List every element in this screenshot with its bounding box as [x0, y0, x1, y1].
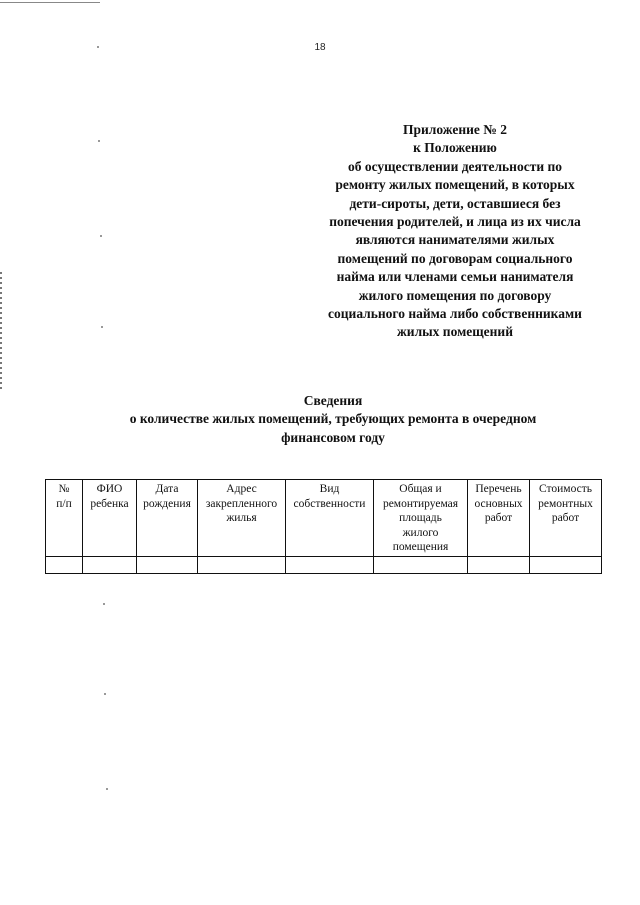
table-cell[interactable]	[374, 556, 468, 573]
header-number: № п/п	[46, 480, 83, 557]
info-heading	[0, 392, 640, 447]
header-area: Общая и ремонтируемая площадь жилого помещения	[374, 480, 468, 557]
appendix-line: жилого помещения по договору	[358, 287, 552, 303]
info-subtitle-line: финансовом году	[281, 429, 385, 445]
table-cell[interactable]	[46, 556, 83, 573]
header-child-name: ФИО ребенка	[83, 480, 137, 557]
appendix-line: об осуществлении деятельности по	[347, 158, 563, 174]
info-title: Сведения	[303, 393, 363, 408]
appendix-line: к Положению	[413, 140, 497, 156]
appendix-line: найма или членами семьи нанимателя	[336, 269, 574, 285]
appendix-line: попечения родителей, и лица из их числа	[329, 214, 581, 230]
scan-speck	[104, 693, 106, 695]
appendix-block	[292, 121, 618, 342]
appendix-line: являются нанимателями жилых	[355, 232, 555, 248]
appendix-line: социального найма либо собственниками	[328, 306, 582, 322]
table-header-row	[46, 480, 602, 557]
page-number: 18	[314, 42, 326, 53]
header-works-cost: Стоимость ремонтных работ	[530, 480, 602, 557]
table-cell[interactable]	[286, 556, 374, 573]
table-cell[interactable]	[198, 556, 286, 573]
scan-speck	[98, 140, 100, 142]
appendix-line: дети-сироты, дети, оставшиеся без	[349, 195, 561, 211]
table-cell[interactable]	[468, 556, 530, 573]
scan-artifact-line	[0, 2, 100, 3]
header-birth-date: Дата рождения	[137, 480, 198, 557]
scan-speck	[106, 788, 108, 790]
table-cell[interactable]	[137, 556, 198, 573]
scan-speck	[101, 326, 103, 328]
table-row	[46, 556, 602, 573]
info-subtitle-line: о количестве жилых помещений, требующих ремонта в очередном	[129, 411, 537, 427]
appendix-line: ремонту жилых помещений, в которых	[335, 177, 575, 193]
scan-speck	[100, 235, 102, 237]
scan-artifact-edge	[0, 272, 2, 392]
appendix-line: помещений по договорам социального	[337, 250, 573, 266]
table-cell[interactable]	[83, 556, 137, 573]
scan-speck	[103, 603, 105, 605]
records-table	[45, 479, 602, 574]
header-address: Адрес закрепленного жилья	[198, 480, 286, 557]
header-ownership-type: Вид собственности	[286, 480, 374, 557]
header-works-list: Перечень основных работ	[468, 480, 530, 557]
appendix-title: Приложение № 2	[403, 122, 507, 137]
appendix-line: жилых помещений	[397, 324, 513, 340]
table-cell[interactable]	[530, 556, 602, 573]
